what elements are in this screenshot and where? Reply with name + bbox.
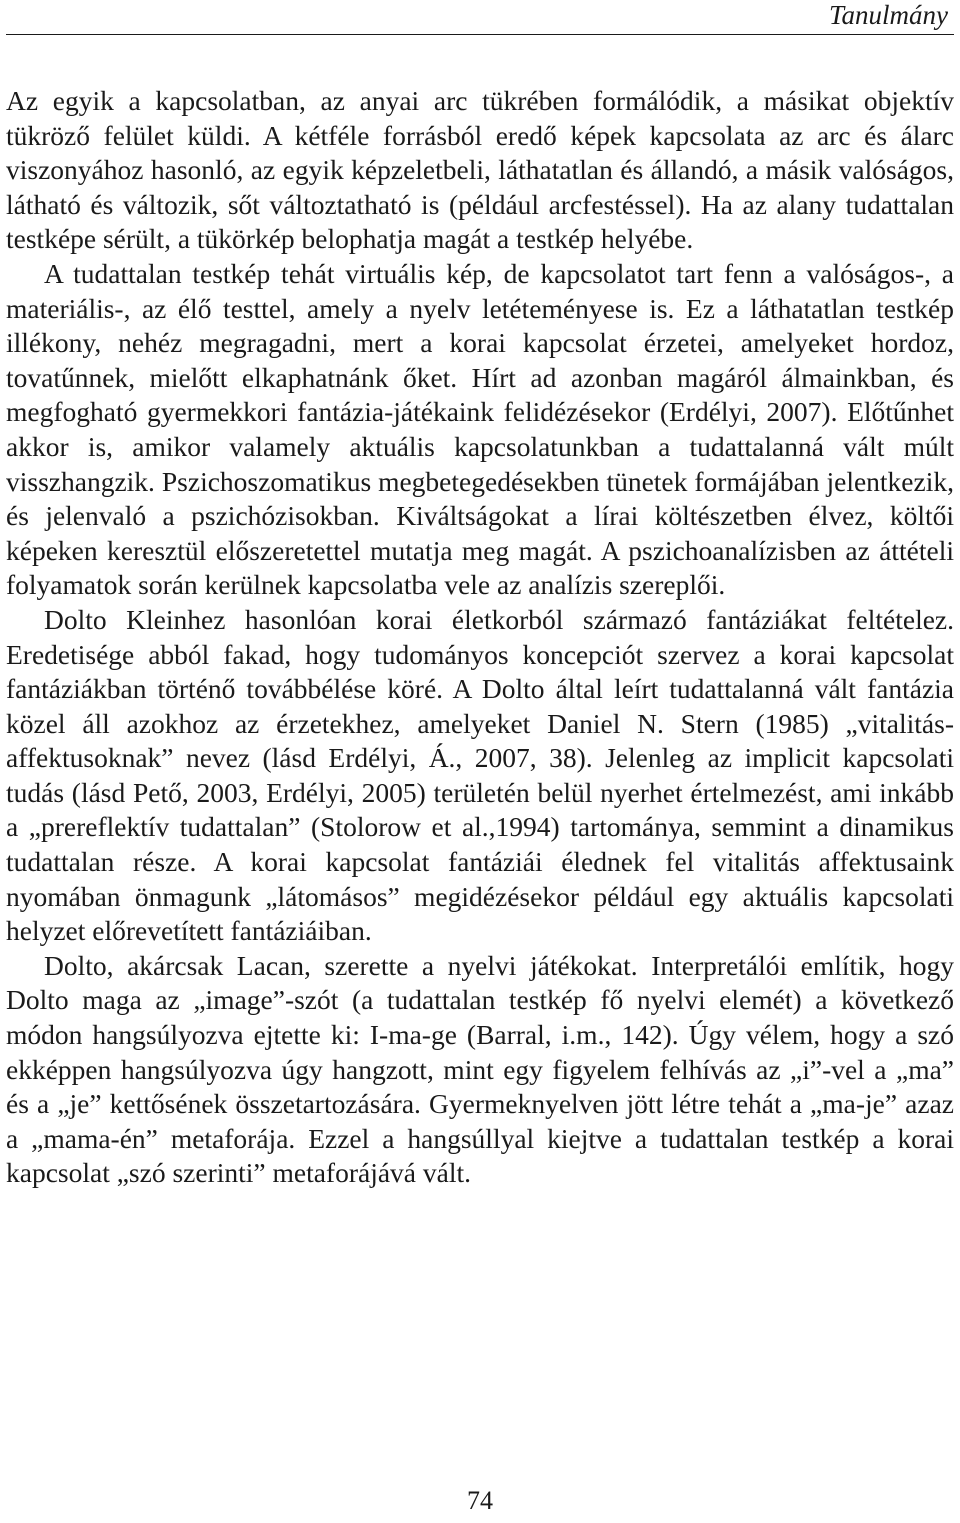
paragraph-2: A tudattalan testkép tehát virtuális kép, de kapcsolatot tart fenn a valóságos-, a materiális-, az élő testtel, amely a nyelv letéteményese is. Ez a láthatatlan testkép illékony, nehéz megragadni, mert a korai kapcsolat érzetei, amelyeket hordoz, tovatűnnek, mielőtt elkaphatnánk őket. Hírt ad azonban magáról álmainkban, és megfogható gyermekkori fantázia-játékaink felidézésekor (Erdélyi, 2007). Előtűnhet akkor is, amikor valamely aktuális kapcsolatunkban a tudattalanná vált múlt visszhangzik. Pszichoszomatikus megbetegedésekben tünetek formájában jelentkezik, és jelenvaló a pszichózisokban. Kiváltságokat a lírai költészetben élvez, költői képeken keresztül előszeretettel mutatja meg magát. A pszichoanalízisben az áttételi folyamatok során kerülnek kapcsolatba vele az analízis szereplői. <box>6 257 954 601</box>
paragraph-4: Dolto, akárcsak Lacan, szerette a nyelvi játékokat. Interpretálói említik, hogy Dolto maga az „image”-szót (a tudattalan testkép fő nyelvi elemét) a következő módon hangsúlyozva ejtette ki: I-ma-ge (Barral, i.m., 142). Úgy vélem, hogy a szó ekképpen hangsúlyozva úgy hangzott, mint egy figyelem felhívás az „i”-vel a „ma” és a „je” kettősének összetartozására. Gyermeknyelven jött létre tehát a „ma-je” azaz a „mama-én” metaforája. Ezzel a hangsúllyal kiejtve a tudattalan testkép a korai kapcsolat „szó szerinti” metaforájává vált. <box>6 949 954 1189</box>
running-head: Tanulmány <box>828 0 948 30</box>
page-number: 74 <box>467 1486 493 1515</box>
article-body <box>6 84 954 1191</box>
header-rule <box>6 34 954 35</box>
paragraph-3: Dolto Kleinhez hasonlóan korai életkorból származó fantáziákat feltételez. Eredetisége abból fakad, hogy tudományos koncepciót szervez a korai kapcsolat fantáziákban történő továbbélése köré. A Dolto által leírt tudattalanná vált fantázia közel áll azokhoz az érzetekhez, amelyeket Daniel N. Stern (1985) „vitalitás-affektusoknak” nevez (lásd Erdélyi, Á., 2007, 38). Jelenleg az implicit kapcsolati tudás (lásd Pető, 2003, Erdélyi, 2005) területén belül nyerhet értelmezést, ami inkább a „prereflektív tudattalan” (Stolorow et al.,1994) tartománya, semmint a dinamikus tudattalan része. A korai kapcsolat fantáziái élednek fel vitalitás affektusaink nyomában önmagunk „látomásos” megidézésekor például egy aktuális kapcsolati helyzet előrevetített fantáziáiban. <box>6 603 954 947</box>
paragraph-1: Az egyik a kapcsolatban, az anyai arc tükrében formálódik, a másikat objektív tükröző felület küldi. A kétféle forrásból eredő képek kapcsolata az arc és álarc viszonyához hasonló, az egyik képzeletbeli, láthatatlan és állandó, a másik valóságos, látható és változik, sőt változtatható is (például arcfestéssel). Ha az alany tudattalan testképe sérült, a tükörkép belophatja magát a testkép helyébe. <box>6 85 954 255</box>
